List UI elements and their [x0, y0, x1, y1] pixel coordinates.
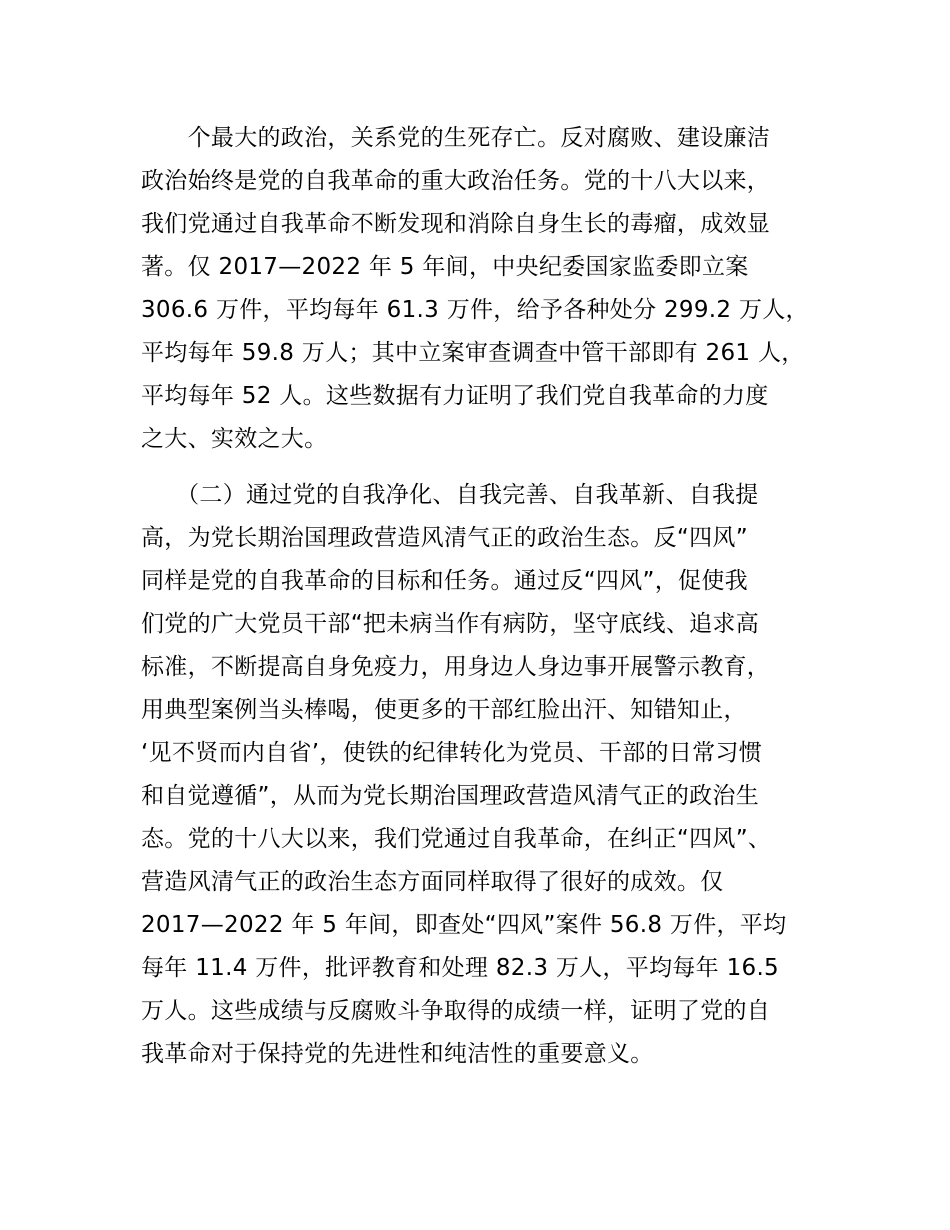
- text-line: 和自觉遵循”，从而为党长期治国理政营造风清气正的政治生: [141, 783, 760, 809]
- text-line: 们党的广大党员干部“把未病当作有病防，坚守底线、追求高: [141, 611, 760, 637]
- text-line: 我革命对于保持党的先进性和纯洁性的重要意义。: [141, 1041, 654, 1067]
- text-line: 之大、实效之大。: [141, 426, 328, 452]
- text-line: 同样是党的自我革命的目标和任务。通过反“四风”，促使我: [141, 568, 748, 594]
- text-line: 平均每年 52 人。这些数据有力证明了我们党自我革命的力度: [141, 383, 769, 409]
- text-line: 平均每年 59.8 万人；其中立案审查调查中管干部即有 261 人，: [141, 340, 805, 366]
- text-line: 政治始终是党的自我革命的重大政治任务。党的十八大以来，: [141, 168, 771, 194]
- text-line: ‘见不贤而内自省’，使铁的纪律转化为党员、干部的日常习惯: [141, 740, 763, 766]
- text-line: 我们党通过自我革命不断发现和消除自身生长的毒瘤，成效显: [141, 211, 771, 237]
- text-line: 营造风清气正的政治生态方面同样取得了很好的成效。仅: [141, 869, 724, 895]
- text-line: 标准，不断提高自身免疫力，用身边人身边事开展警示教育，: [141, 654, 771, 680]
- text-line: 万人。这些成绩与反腐败斗争取得的成绩一样，证明了党的自: [141, 998, 771, 1024]
- text-line: 个最大的政治，关系党的生死存亡。反对腐败、建设廉洁: [141, 125, 771, 151]
- text-line: （二）通过党的自我净化、自我完善、自我革新、自我提: [141, 482, 759, 508]
- text-line: 2017—2022 年 5 年间，即查处“四风”案件 56.8 万件，平均: [141, 912, 787, 938]
- text-line: 态。党的十八大以来，我们党通过自我革命，在纠正“四风”、: [141, 826, 772, 852]
- text-line: 用典型案例当头棒喝，使更多的干部红脸出汗、知错知止，: [141, 697, 747, 723]
- text-line: 每年 11.4 万件，批评教育和处理 82.3 万人，平均每年 16.5: [141, 955, 779, 981]
- text-line: 306.6 万件，平均每年 61.3 万件，给予各种处分 299.2 万人，: [141, 297, 809, 323]
- text-line: 高，为党长期治国理政营造风清气正的政治生态。反“四风”: [141, 525, 748, 551]
- text-line: 著。仅 2017—2022 年 5 年间，中央纪委国家监委即立案: [141, 254, 749, 280]
